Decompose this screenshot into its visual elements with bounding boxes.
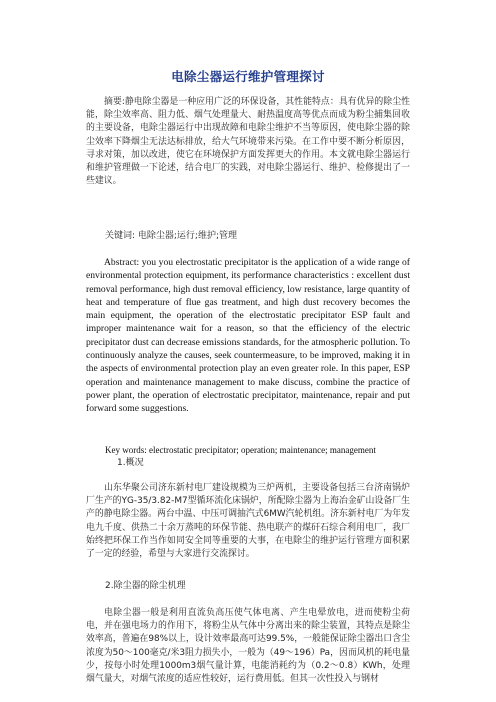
- abstract-chinese: 摘要:静电除尘器是一种应用广泛的环保设备，其性能特点：具有优异的除尘性能，除尘效率高、阻力低、烟气处理量大、耐热温度高等优点而成为粉尘捕集回收的主要设备，电除尘器运行中出现故障和电除尘维护不当等原因，使电除尘器的除尘效率下降烟尘无法达标排放，给大气环境带来污染。在工作中要不断分析原因，寻求对策，加以改进，使它在环境保护方面发挥更大的作用。本文就电除尘器运行和维护管理做一下论述，结合电厂的实践，对电除尘器运行、维护、检修提出了一些建议。: [86, 97, 410, 187]
- section-1-heading: 1.概况: [117, 458, 144, 468]
- abstract-english: Abstract: you you electrostatic precipitator is the application of a wide range of environmental protection equipment, its performance characteristics : excellent dust removal performance, high dust removal efficiency, low resistance, large quantity of heat and temperature of flue gas treatment, and high dust recovery becomes the main equipment, the operation of the electrostatic precipitator ESP fault and improper maintenance wait for a reason, so that the efficiency of the electric precipitator dust can decrease emissions standards, for the atmospheric pollution. To continuously analyze the causes, seek countermeasure, to be improved, making it in the aspects of environmental protection play an even greater role. In this paper, ESP operation and maintenance management to make discuss, combine the practice of power plant, the operation of electrostatic precipitator, maintenance, repair and put forward some suggestions.: [86, 257, 410, 415]
- document-title: 电除尘器运行维护管理探讨: [171, 69, 325, 84]
- section-2-body: 电除尘器一般是利用直流负高压使气体电离、产生电晕放电，进而使粉尘荷电，并在强电场力的作用下，将粉尘从气体中分离出来的除尘装置，其特点是除尘效率高，普遍在98%以上，设计效率最高可达99.5%，一般能保证除尘器出口含尘浓度为50～100毫克/米3阻力损失小，一般为（49～196）Pa，因而风机的耗电量少，按每小时处理1000m3烟气量计算，电能消耗约为（0.2～0.8）KWh，处理烟气量大，对烟气浓度的适应性较好，运行费用低。但其一次性投入与钢材: [86, 608, 410, 685]
- section-2-heading: 2.除尘器的除尘机理: [105, 581, 186, 591]
- keywords-english: Key words: electrostatic precipitator; operation; maintenance; management: [105, 445, 376, 455]
- section-1-body: 山东华聚公司济东新村电厂建设规模为三炉两机，主要设备包括三台济南锅炉厂生产的YG-35/3.82-M7型循环流化床锅炉，所配除尘器为上海冶金矿山设备厂生产的静电除尘器。两台中温、中压可调抽汽式6MW汽轮机组。济东新村电厂为年发电九千度、供热二十余万蒸吨的环保节能、热电联产的煤矸石综合利用电厂，我厂始终把环保工作当作如同安全同等重要的大事，在电除尘的维护运行管理方面积累了一定的经验，希望与大家进行交流探讨。: [86, 483, 410, 560]
- keywords-chinese: 关键词: 电除尘器;运行;维护;管理: [105, 231, 237, 241]
